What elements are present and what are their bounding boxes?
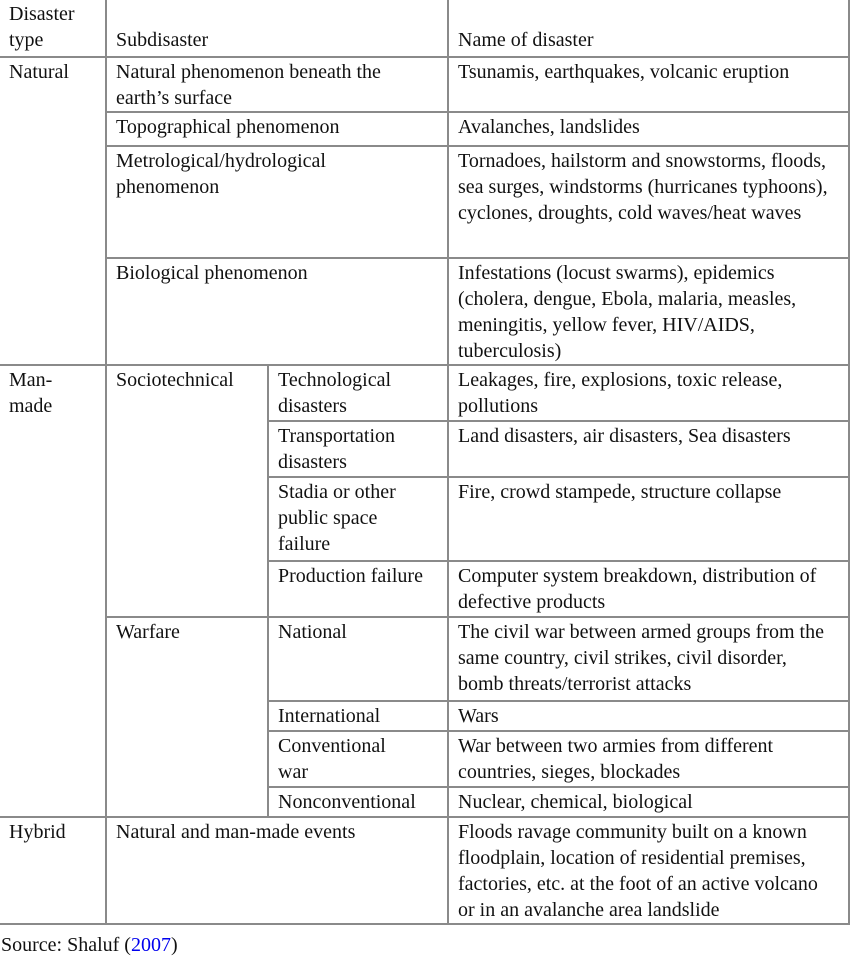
table-row [0, 112, 849, 146]
cell-disaster-names: Fire, crowd stampede, structure collapse [448, 477, 849, 561]
table-row [0, 57, 849, 112]
cell-disaster-names: Floods ravage community built on a known floodplain, location of residential premises, factories, etc. at the foot of an active volcano or in an avalanche area landslide [448, 817, 849, 924]
header-subdisaster: Subdisaster [106, 0, 448, 57]
source-text: Source: Shaluf ( [1, 934, 131, 956]
cell-subdisaster: Topographical phenomenon [106, 112, 448, 146]
cell-disaster-names: Avalanches, landslides [448, 112, 849, 146]
table-row [0, 617, 849, 701]
cell-disaster-names: Infestations (locust swarms), epidemics (cholera, dengue, Ebola, malaria, measles, meningitis, yellow fever, HIV/AIDS, tuberculosis) [448, 258, 849, 365]
cell-subtype: Stadia or other public space failure [268, 477, 448, 561]
cell-subtype: Technological disasters [268, 365, 448, 421]
cell-subtype: Nonconventional [268, 787, 448, 817]
source-caption [1, 932, 850, 958]
table-header-row [0, 0, 849, 57]
cell-disaster-names: Nuclear, chemical, biological [448, 787, 849, 817]
cell-subdisaster: Natural and man-made events [106, 817, 448, 924]
cell-subdisaster: Biological phenomenon [106, 258, 448, 365]
cell-disaster-names: The civil war between armed groups from the same country, civil strikes, civil disorder, bomb threats/terrorist attacks [448, 617, 849, 701]
table-row [0, 817, 849, 924]
cell-disaster-names: War between two armies from different countries, sieges, blockades [448, 731, 849, 787]
cell-disaster-names: Tsunamis, earthquakes, volcanic eruption [448, 57, 849, 112]
cell-disaster-names: Wars [448, 701, 849, 731]
cell-subtype: National [268, 617, 448, 701]
cell-disaster-names: Leakages, fire, explosions, toxic release, pollutions [448, 365, 849, 421]
cell-subtype-text: Conventional war [278, 735, 386, 783]
cell-subtype [268, 731, 448, 787]
cell-subdisaster: Natural phenomenon beneath the earth’s surface [106, 57, 448, 112]
cell-type-hybrid: Hybrid [0, 817, 106, 924]
cell-type-man-made: Man-made [0, 365, 106, 817]
cell-subtype: International [268, 701, 448, 731]
cell-disaster-names: Tornadoes, hailstorm and snowstorms, floods, sea surges, windstorms (hurricanes typhoons), cyclones, droughts, cold waves/heat waves [448, 146, 849, 258]
citation-year-link[interactable]: 2007 [130, 934, 171, 956]
cell-group-sociotechnical: Sociotechnical [106, 365, 268, 617]
table-row [0, 365, 849, 421]
cell-subtype: Production failure [268, 561, 448, 617]
table-row [0, 146, 849, 258]
cell-subtype: Transportation disasters [268, 421, 448, 477]
cell-subdisaster: Metrological/hydrological phenomenon [106, 146, 448, 258]
header-disaster-type: Disaster type [0, 0, 106, 57]
cell-group-warfare: Warfare [106, 617, 268, 817]
source-text-suffix: ) [170, 934, 178, 956]
header-name-of-disaster: Name of disaster [448, 0, 849, 57]
cell-disaster-names: Computer system breakdown, distribution of defective products [448, 561, 849, 617]
table-row [0, 258, 849, 365]
cell-type-natural: Natural [0, 57, 106, 365]
cell-disaster-names: Land disasters, air disasters, Sea disasters [448, 421, 849, 477]
